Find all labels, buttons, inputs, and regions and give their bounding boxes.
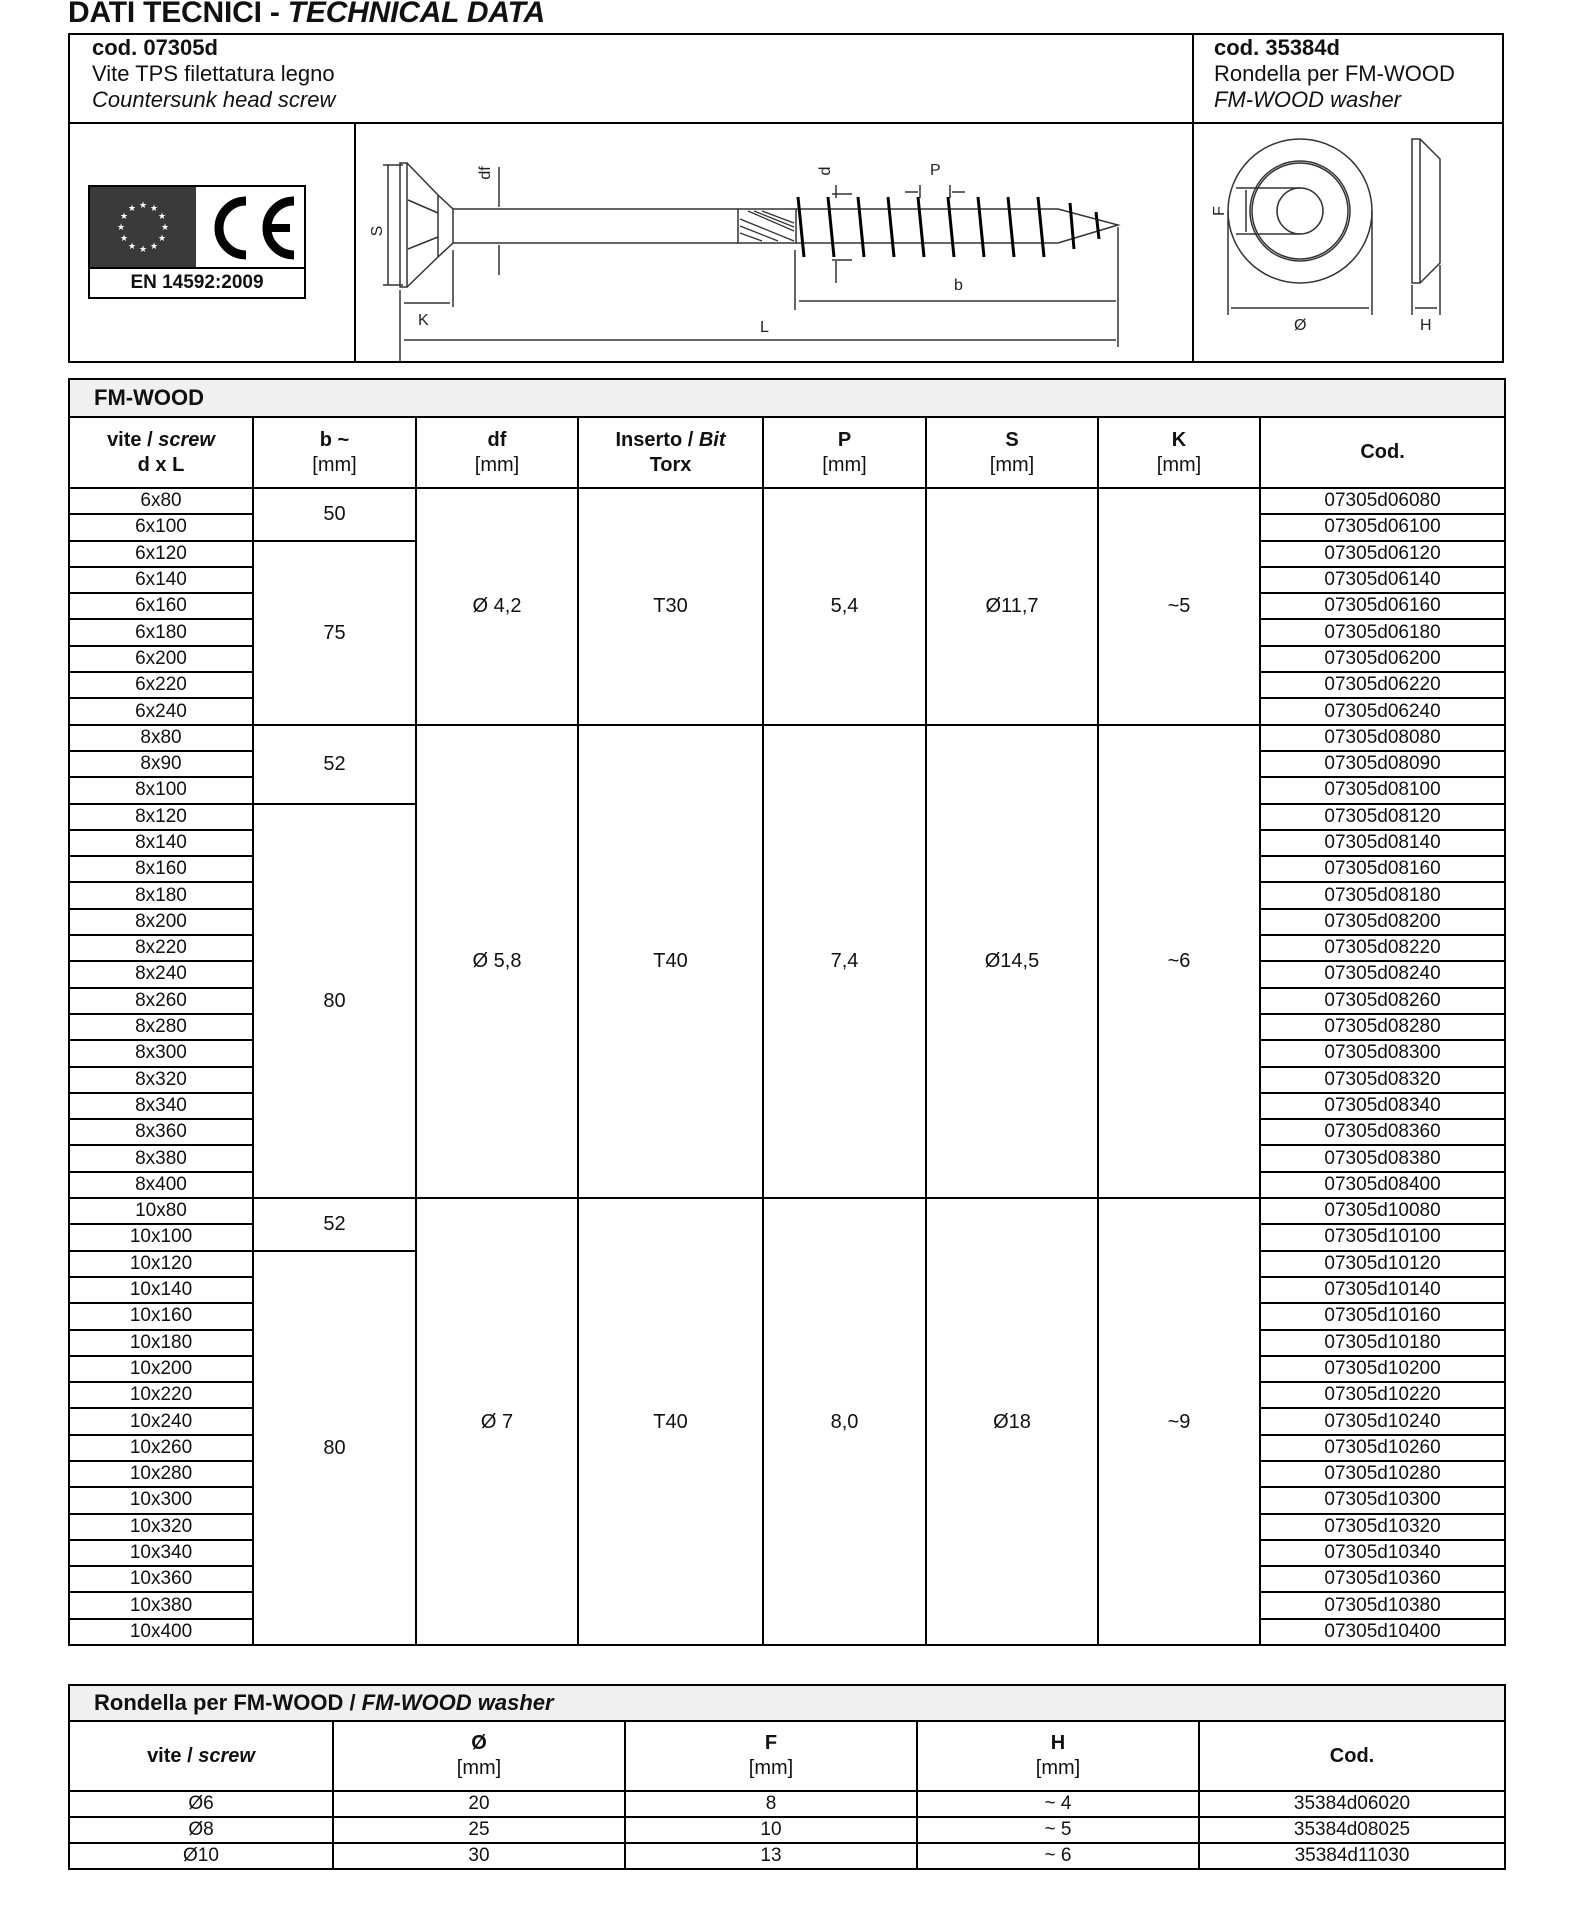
washer-col-header-label: Ø — [471, 1732, 487, 1754]
col-header-unit: [mm] — [474, 453, 520, 476]
ce-icon — [198, 187, 304, 269]
product-code-cell: 07305d08180 — [1260, 882, 1505, 908]
screw-size-cell: 6x160 — [69, 593, 253, 619]
table-row — [69, 488, 1505, 514]
dim-label-diameter: Ø — [1294, 317, 1307, 334]
product-code-cell: 07305d08400 — [1260, 1172, 1505, 1198]
ce-symbol — [198, 187, 304, 269]
product-code-cell: 07305d10400 — [1260, 1619, 1505, 1645]
head-diameter-cell: Ø14,5 — [926, 725, 1098, 1198]
screw-size-cell: 8x380 — [69, 1145, 253, 1171]
screw-size-cell: 8x220 — [69, 935, 253, 961]
col-header-label: K — [1171, 428, 1187, 451]
screw-product-header — [92, 35, 335, 113]
washer-col-header-1 — [333, 1721, 625, 1791]
page-title — [68, 0, 545, 30]
product-code-cell: 07305d06140 — [1260, 567, 1505, 593]
product-code-cell: 07305d06120 — [1260, 541, 1505, 567]
washer-product-name-it: Rondella per FM-WOOD — [1214, 61, 1455, 86]
screw-size-cell: 10x400 — [69, 1619, 253, 1645]
product-code-cell: 07305d10100 — [1260, 1224, 1505, 1250]
product-header-box — [68, 33, 1504, 363]
dim-label-df: df — [477, 166, 494, 180]
eu-flag — [90, 187, 196, 269]
dim-label-H: H — [1420, 317, 1432, 334]
product-code-cell: 07305d10140 — [1260, 1277, 1505, 1303]
col-header-label: Cod. — [1360, 441, 1405, 463]
thread-length-cell: 80 — [253, 1251, 416, 1645]
col-header-label: S — [1005, 428, 1019, 451]
col-header-label: Inserto / — [615, 428, 699, 451]
washer-hole-cell: 8 — [625, 1791, 917, 1817]
svg-text:★: ★ — [119, 212, 129, 222]
pitch-cell: 5,4 — [763, 488, 926, 725]
product-code-cell: 07305d08360 — [1260, 1119, 1505, 1145]
washer-product-code: cod. 35384d — [1214, 35, 1340, 60]
screw-size-cell: 6x140 — [69, 567, 253, 593]
washer-col-header-label: F — [764, 1732, 778, 1754]
screw-size-cell: 10x220 — [69, 1382, 253, 1408]
thread-length-cell: 50 — [253, 488, 416, 541]
washer-col-header-3 — [917, 1721, 1199, 1791]
svg-text:★: ★ — [127, 242, 137, 252]
page-title-italic: TECHNICAL DATA — [287, 0, 545, 29]
washer-col-header-4 — [1199, 1721, 1505, 1791]
product-code-cell: 07305d08340 — [1260, 1093, 1505, 1119]
washer-table-title-italic: FM-WOOD washer — [361, 1690, 554, 1715]
washer-table-title-main: Rondella per FM-WOOD / — [94, 1690, 362, 1715]
svg-text:★: ★ — [138, 201, 148, 211]
screw-drawing — [358, 125, 1190, 361]
product-code-cell: 07305d08300 — [1260, 1040, 1505, 1066]
washer-col-header-label-italic: screw — [198, 1744, 255, 1767]
dim-label-S: S — [369, 225, 386, 237]
screw-size-cell: 6x240 — [69, 698, 253, 724]
fm-wood-screw-table — [68, 378, 1506, 1646]
product-code-cell: 07305d08260 — [1260, 988, 1505, 1014]
col-header-1 — [253, 417, 416, 488]
torx-bit-cell: T30 — [578, 488, 763, 725]
dim-label-b: b — [954, 277, 963, 294]
pitch-cell: 7,4 — [763, 725, 926, 1198]
screw-size-cell: 8x100 — [69, 777, 253, 803]
svg-text:★: ★ — [127, 204, 137, 214]
screw-size-cell: 8x180 — [69, 882, 253, 908]
screw-size-cell: 8x200 — [69, 909, 253, 935]
washer-col-header-unit: [mm] — [456, 1757, 502, 1779]
svg-text:★: ★ — [149, 242, 159, 252]
pitch-cell: 8,0 — [763, 1198, 926, 1645]
product-code-cell: 07305d06240 — [1260, 698, 1505, 724]
product-code-cell: 07305d08200 — [1260, 909, 1505, 935]
product-code-cell: 07305d10300 — [1260, 1487, 1505, 1513]
svg-text:★: ★ — [116, 223, 126, 233]
screw-size-cell: 10x280 — [69, 1461, 253, 1487]
screw-size-cell: 10x240 — [69, 1408, 253, 1434]
header-divider — [70, 122, 1502, 124]
product-code-cell: 07305d06080 — [1260, 488, 1505, 514]
washer-col-header-unit: [mm] — [1035, 1757, 1081, 1779]
col-header-5 — [926, 417, 1098, 488]
screw-size-cell: 6x200 — [69, 646, 253, 672]
product-code-cell: 07305d10200 — [1260, 1356, 1505, 1382]
screw-size-cell: 8x320 — [69, 1067, 253, 1093]
product-code-cell: 07305d08140 — [1260, 830, 1505, 856]
product-code-cell: 07305d06100 — [1260, 514, 1505, 540]
screw-size-cell: 10x380 — [69, 1592, 253, 1618]
col-header-label: P — [837, 428, 852, 451]
screw-size-cell: 10x300 — [69, 1487, 253, 1513]
svg-text:★: ★ — [138, 245, 148, 255]
product-code-cell: 07305d10340 — [1260, 1540, 1505, 1566]
product-code-cell: 07305d08240 — [1260, 961, 1505, 987]
washer-drawing — [1194, 125, 1502, 361]
washer-screw-cell: Ø10 — [69, 1843, 333, 1869]
screw-size-cell: 10x120 — [69, 1251, 253, 1277]
col-header-2 — [416, 417, 578, 488]
screw-size-cell: 8x120 — [69, 804, 253, 830]
svg-text:★: ★ — [157, 212, 167, 222]
dim-label-L: L — [760, 319, 769, 336]
thread-length-cell: 52 — [253, 725, 416, 804]
washer-col-header-2 — [625, 1721, 917, 1791]
screw-size-cell: 8x260 — [69, 988, 253, 1014]
ce-mark-logo — [88, 185, 306, 299]
product-code-cell: 07305d08220 — [1260, 935, 1505, 961]
product-code-cell: 07305d08090 — [1260, 751, 1505, 777]
screw-size-cell: 8x90 — [69, 751, 253, 777]
head-height-cell: ~6 — [1098, 725, 1260, 1198]
screw-size-cell: 6x180 — [69, 619, 253, 645]
washer-diameter-cell: 30 — [333, 1843, 625, 1869]
screw-size-cell: 10x160 — [69, 1303, 253, 1329]
col-header-7 — [1260, 417, 1505, 488]
svg-text:★: ★ — [149, 204, 159, 214]
thread-length-cell: 52 — [253, 1198, 416, 1251]
product-code-cell: 07305d08380 — [1260, 1145, 1505, 1171]
screw-size-cell: 8x240 — [69, 961, 253, 987]
col-header-label: b ~ — [319, 428, 350, 451]
screw-product-code: cod. 07305d — [92, 35, 218, 60]
col-header-unit: Torx — [649, 453, 692, 476]
washer-height-cell: ~ 4 — [917, 1791, 1199, 1817]
shank-diameter-cell: Ø 4,2 — [416, 488, 578, 725]
logo-column-divider — [354, 122, 356, 361]
table-title: FM-WOOD — [69, 379, 1505, 417]
washer-col-header-unit: [mm] — [748, 1757, 794, 1779]
ce-standard-label: EN 14592:2009 — [130, 272, 264, 293]
washer-table-header-row — [69, 1721, 1505, 1791]
page-title-main: DATI TECNICI - — [68, 0, 288, 29]
svg-text:★: ★ — [157, 234, 167, 244]
product-code-cell: 07305d08160 — [1260, 856, 1505, 882]
washer-col-header-label: H — [1050, 1732, 1066, 1754]
torx-bit-cell: T40 — [578, 725, 763, 1198]
table-row — [69, 725, 1505, 751]
washer-col-header-0 — [69, 1721, 333, 1791]
screw-product-name-en: Countersunk head screw — [92, 87, 336, 112]
washer-table-row — [69, 1817, 1505, 1843]
col-header-unit: [mm] — [1156, 453, 1202, 476]
screw-size-cell: 10x200 — [69, 1356, 253, 1382]
washer-height-cell: ~ 6 — [917, 1843, 1199, 1869]
col-header-label: df — [487, 428, 507, 451]
washer-code-cell: 35384d06020 — [1199, 1791, 1505, 1817]
washer-code-cell: 35384d08025 — [1199, 1817, 1505, 1843]
col-header-label-italic: screw — [158, 428, 215, 451]
screw-size-cell: 6x100 — [69, 514, 253, 540]
product-code-cell: 07305d08320 — [1260, 1067, 1505, 1093]
shank-diameter-cell: Ø 5,8 — [416, 725, 578, 1198]
head-diameter-cell: Ø18 — [926, 1198, 1098, 1645]
shank-diameter-cell: Ø 7 — [416, 1198, 578, 1645]
product-code-cell: 07305d08280 — [1260, 1014, 1505, 1040]
product-code-cell: 07305d10360 — [1260, 1566, 1505, 1592]
product-code-cell: 07305d10320 — [1260, 1514, 1505, 1540]
col-header-unit: [mm] — [312, 453, 357, 476]
washer-col-header-label: Cod. — [1329, 1744, 1375, 1767]
col-header-unit: d x L — [137, 453, 185, 476]
head-height-cell: ~5 — [1098, 488, 1260, 725]
product-code-cell: 07305d08120 — [1260, 804, 1505, 830]
product-code-cell: 07305d10160 — [1260, 1303, 1505, 1329]
screw-size-cell: 10x140 — [69, 1277, 253, 1303]
screw-size-cell: 10x80 — [69, 1198, 253, 1224]
screw-size-cell: 6x80 — [69, 488, 253, 514]
product-code-cell: 07305d08080 — [1260, 725, 1505, 751]
screw-size-cell: 10x320 — [69, 1514, 253, 1540]
washer-height-cell: ~ 5 — [917, 1817, 1199, 1843]
washer-product-name-en: FM-WOOD washer — [1214, 87, 1401, 112]
screw-size-cell: 8x400 — [69, 1172, 253, 1198]
col-header-3 — [578, 417, 763, 488]
dim-label-P: P — [930, 162, 941, 179]
screw-size-cell: 10x340 — [69, 1540, 253, 1566]
washer-code-cell: 35384d11030 — [1199, 1843, 1505, 1869]
head-height-cell: ~9 — [1098, 1198, 1260, 1645]
product-code-cell: 07305d10280 — [1260, 1461, 1505, 1487]
col-header-label: vite / — [107, 428, 159, 451]
washer-screw-cell: Ø6 — [69, 1791, 333, 1817]
screw-size-cell: 6x220 — [69, 672, 253, 698]
washer-diameter-cell: 25 — [333, 1817, 625, 1843]
washer-table-row — [69, 1791, 1505, 1817]
screw-size-cell: 10x360 — [69, 1566, 253, 1592]
thread-length-cell: 75 — [253, 541, 416, 725]
head-diameter-cell: Ø11,7 — [926, 488, 1098, 725]
col-header-0 — [69, 417, 253, 488]
screw-size-cell: 6x120 — [69, 541, 253, 567]
product-code-cell: 07305d10180 — [1260, 1330, 1505, 1356]
product-code-cell: 07305d06200 — [1260, 646, 1505, 672]
product-code-cell: 07305d10240 — [1260, 1408, 1505, 1434]
dim-label-d: d — [817, 166, 834, 176]
washer-hole-cell: 10 — [625, 1817, 917, 1843]
washer-table-title — [69, 1685, 1505, 1721]
washer-col-header-label: vite / — [147, 1744, 199, 1767]
washer-product-header — [1214, 35, 1455, 113]
col-header-unit: [mm] — [989, 453, 1035, 476]
screw-product-name-it: Vite TPS filettatura legno — [92, 61, 335, 86]
dim-label-K: K — [418, 312, 429, 329]
eu-stars-icon — [90, 187, 196, 269]
washer-hole-cell: 13 — [625, 1843, 917, 1869]
product-code-cell: 07305d06220 — [1260, 672, 1505, 698]
product-code-cell: 07305d10220 — [1260, 1382, 1505, 1408]
col-header-label-italic: Bit — [698, 428, 726, 451]
screw-size-cell: 8x80 — [69, 725, 253, 751]
col-header-4 — [763, 417, 926, 488]
col-header-6 — [1098, 417, 1260, 488]
table-row — [69, 1198, 1505, 1224]
screw-size-cell: 8x280 — [69, 1014, 253, 1040]
col-header-unit: [mm] — [822, 453, 867, 476]
product-code-cell: 07305d10080 — [1260, 1198, 1505, 1224]
screw-size-cell: 10x180 — [69, 1330, 253, 1356]
product-code-cell: 07305d10120 — [1260, 1251, 1505, 1277]
screw-size-cell: 10x260 — [69, 1435, 253, 1461]
screw-size-cell: 8x300 — [69, 1040, 253, 1066]
washer-screw-cell: Ø8 — [69, 1817, 333, 1843]
washer-table-row — [69, 1843, 1505, 1869]
table-header-row — [69, 417, 1505, 488]
product-code-cell: 07305d08100 — [1260, 777, 1505, 803]
washer-table — [68, 1684, 1506, 1870]
svg-text:★: ★ — [119, 234, 129, 244]
dim-label-F: F — [1211, 206, 1228, 216]
screw-size-cell: 8x140 — [69, 830, 253, 856]
screw-size-cell: 8x160 — [69, 856, 253, 882]
screw-size-cell: 8x360 — [69, 1119, 253, 1145]
thread-length-cell: 80 — [253, 804, 416, 1198]
torx-bit-cell: T40 — [578, 1198, 763, 1645]
product-code-cell: 07305d06180 — [1260, 619, 1505, 645]
product-code-cell: 07305d10260 — [1260, 1435, 1505, 1461]
screw-size-cell: 10x100 — [69, 1224, 253, 1250]
product-code-cell: 07305d06160 — [1260, 593, 1505, 619]
svg-text:★: ★ — [160, 223, 170, 233]
product-code-cell: 07305d10380 — [1260, 1592, 1505, 1618]
screw-size-cell: 8x340 — [69, 1093, 253, 1119]
washer-diameter-cell: 20 — [333, 1791, 625, 1817]
